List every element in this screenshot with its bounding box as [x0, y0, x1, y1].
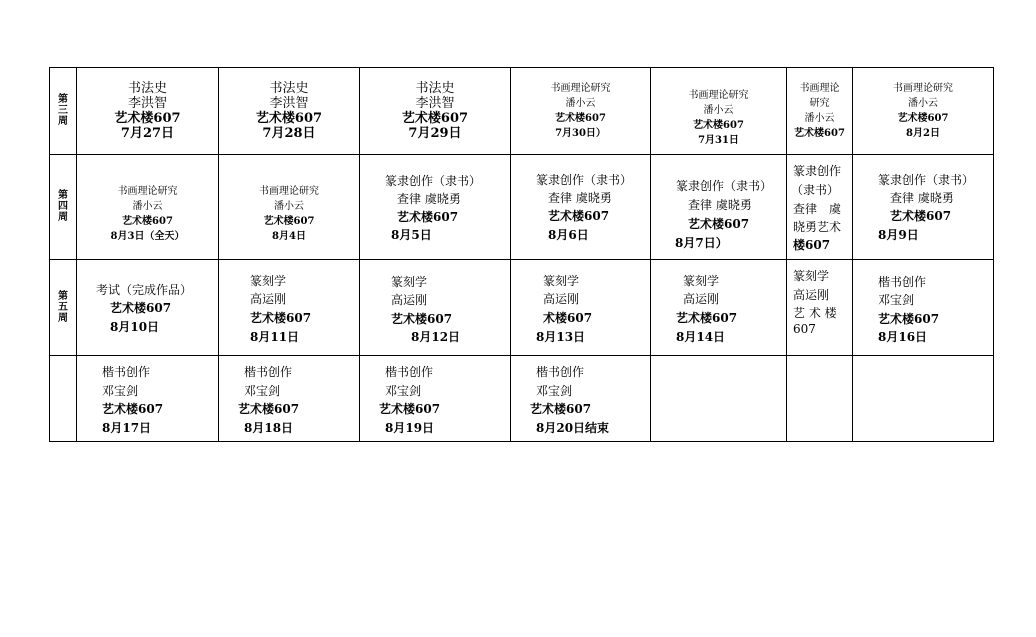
- course-name: 篆刻学: [793, 269, 830, 283]
- schedule-cell: [219, 155, 360, 260]
- course-name: 书画理论: [799, 83, 840, 94]
- teacher-name: 查律 虞晓勇: [688, 198, 752, 212]
- schedule-cell: [77, 260, 219, 356]
- course-name: 书画理论研究: [688, 90, 749, 101]
- course-name: 书画理论研究: [550, 83, 611, 94]
- class-date: 7月27日: [120, 126, 175, 141]
- room-name: 艺术楼607: [255, 111, 323, 126]
- schedule-cell: [853, 68, 994, 155]
- schedule-table: [49, 67, 994, 442]
- class-date: 8月3日（全天）: [110, 231, 185, 242]
- week-label-cell: [50, 155, 77, 260]
- room-name: 艺术楼607: [693, 120, 744, 131]
- schedule-cell: [360, 260, 511, 356]
- class-date: 8月12日: [411, 330, 461, 344]
- schedule-cell: [219, 356, 360, 442]
- week-label: 第四周: [58, 190, 68, 223]
- course-name: 篆隶创作（隶书）: [536, 173, 633, 187]
- course-name: 研究: [809, 98, 830, 109]
- week-row-4: [50, 155, 994, 260]
- course-name: 楷书创作: [878, 275, 927, 289]
- class-date: 8月7日）: [675, 236, 728, 250]
- schedule-cell-empty: [853, 356, 994, 442]
- room-name: 607: [793, 322, 816, 336]
- schedule-cell: [77, 68, 219, 155]
- teacher-name: 邓宝剑: [536, 384, 573, 398]
- teacher-name: 高运刚: [391, 293, 428, 307]
- room-name: 艺术楼607: [530, 402, 592, 416]
- class-date: 7月31日: [698, 135, 739, 146]
- teacher-name: 潘小云: [132, 201, 163, 212]
- room-name: 艺术楼607: [379, 402, 441, 416]
- teacher-name: 邓宝剑: [102, 384, 139, 398]
- schedule-cell: [360, 155, 511, 260]
- schedule-cell: [511, 260, 651, 356]
- course-name: 楷书创作: [385, 365, 434, 379]
- room-name: 艺术楼607: [238, 402, 300, 416]
- room-name: 艺术楼607: [391, 312, 453, 326]
- week-row-6: [50, 356, 994, 442]
- class-date: 8月19日: [385, 421, 435, 435]
- teacher-name: 邓宝剑: [385, 384, 422, 398]
- schedule-cell: [787, 155, 853, 260]
- course-name: 楷书创作: [244, 365, 293, 379]
- schedule-cell: [787, 68, 853, 155]
- class-date: 8月16日: [878, 330, 928, 344]
- schedule-cell: [77, 155, 219, 260]
- teacher-name: 邓宝剑: [878, 293, 915, 307]
- course-name: 篆刻学: [391, 275, 428, 289]
- week-row-3: [50, 68, 994, 155]
- room-name: 艺术楼607: [890, 209, 952, 223]
- class-date: 7月29日: [408, 126, 462, 141]
- schedule-cell: [219, 260, 360, 356]
- week-label: 第三周: [58, 94, 68, 127]
- room-name: 楼607: [793, 238, 831, 252]
- class-date: 8月10日: [110, 320, 160, 334]
- teacher-name: 查律 虞晓勇: [890, 191, 954, 205]
- teacher-name: 李洪智: [127, 96, 167, 111]
- schedule-cell: [511, 68, 651, 155]
- teacher-name: 查律 虞晓勇: [548, 191, 612, 205]
- teacher-name: 查律 虞: [793, 202, 842, 216]
- room-name: 艺 术 楼: [793, 306, 837, 320]
- teacher-name: 李洪智: [269, 96, 309, 111]
- teacher-name: 查律 虞晓勇: [397, 192, 461, 206]
- class-date: 8月17日: [102, 421, 152, 435]
- room-name: 艺术楼607: [250, 311, 312, 325]
- schedule-cell: [787, 260, 853, 356]
- course-name: 书画理论研究: [259, 186, 319, 197]
- teacher-name: 高运刚: [683, 292, 720, 306]
- teacher-name: 潘小云: [565, 98, 596, 109]
- course-name: 楷书创作: [536, 365, 585, 379]
- class-date: 8月20日结束: [536, 421, 610, 435]
- teacher-name: 李洪智: [415, 96, 455, 111]
- course-name: 书法史: [127, 81, 167, 96]
- schedule-cell: [651, 260, 787, 356]
- room-name: 艺术楼607: [878, 312, 940, 326]
- teacher-name: 潘小云: [703, 105, 734, 116]
- schedule-cell: [511, 356, 651, 442]
- course-name: 书法史: [269, 81, 309, 96]
- week-label-cell: [50, 68, 77, 155]
- class-date: 7月30日）: [555, 128, 606, 139]
- class-date: 7月28日: [262, 126, 316, 141]
- room-name: 艺术楼607: [114, 111, 181, 126]
- week-label-cell: [50, 260, 77, 356]
- week-label-cell: [50, 356, 77, 442]
- class-date: 8月11日: [250, 330, 300, 344]
- schedule-cell-empty: [787, 356, 853, 442]
- room-name: 艺术楼607: [676, 311, 738, 325]
- room-name: 术楼607: [543, 311, 593, 325]
- room-name: 艺术楼607: [688, 217, 750, 231]
- class-date: 8月9日: [878, 228, 919, 242]
- course-name: 楷书创作: [102, 365, 151, 379]
- schedule-cell: [853, 260, 994, 356]
- class-date: 8月2日: [906, 128, 940, 139]
- class-date: 8月6日: [548, 228, 589, 242]
- schedule-cell: [360, 356, 511, 442]
- class-date: 8月14日: [676, 330, 726, 344]
- teacher-name: 潘小云: [908, 98, 938, 109]
- course-name: （隶书）: [791, 183, 840, 197]
- course-name: 篆刻学: [543, 274, 580, 288]
- schedule-cell: [651, 68, 787, 155]
- course-name: 篆刻学: [250, 274, 287, 288]
- schedule-cell: [853, 155, 994, 260]
- teacher-name: 潘小云: [804, 113, 835, 124]
- schedule-cell: [511, 155, 651, 260]
- week-row-5: [50, 260, 994, 356]
- schedule-cell: [77, 356, 219, 442]
- teacher-name: 高运刚: [793, 288, 830, 302]
- course-name: 考试（完成作品）: [96, 283, 193, 297]
- schedule-cell-empty: [651, 356, 787, 442]
- course-name: 书画理论研究: [117, 186, 178, 197]
- room-name: 艺术楼607: [548, 209, 610, 223]
- course-name: 篆隶创作（隶书）: [676, 179, 773, 193]
- course-name: 篆隶创作（隶书）: [385, 174, 482, 188]
- teacher-name: 潘小云: [274, 201, 304, 212]
- class-date: 8月4日: [272, 231, 306, 242]
- class-date: 8月18日: [244, 421, 294, 435]
- teacher-name: 高运刚: [250, 292, 287, 306]
- course-name: 书法史: [415, 81, 455, 96]
- schedule-cell: [219, 68, 360, 155]
- class-date: 8月13日: [536, 330, 586, 344]
- course-name: 书画理论研究: [893, 83, 953, 94]
- room-name: 艺术楼607: [555, 113, 606, 124]
- room-name: 艺术楼607: [263, 216, 315, 227]
- schedule-cell: [651, 155, 787, 260]
- room-name: 艺术楼607: [397, 210, 459, 224]
- teacher-name: 晓勇艺术: [793, 220, 842, 234]
- teacher-name: 高运刚: [543, 292, 580, 306]
- room-name: 艺术楼607: [110, 301, 172, 315]
- class-date: 8月5日: [391, 228, 432, 242]
- room-name: 艺术楼607: [897, 113, 949, 124]
- room-name: 艺术楼607: [401, 111, 469, 126]
- room-name: 艺术楼607: [102, 402, 164, 416]
- room-name: 艺术楼607: [794, 128, 845, 139]
- room-name: 艺术楼607: [122, 216, 173, 227]
- schedule-cell: [360, 68, 511, 155]
- course-name: 篆刻学: [683, 274, 720, 288]
- course-name: 篆隶创作（隶书）: [878, 173, 975, 187]
- course-name: 篆隶创作: [793, 164, 842, 178]
- week-label: 第五周: [58, 290, 68, 324]
- teacher-name: 邓宝剑: [244, 384, 281, 398]
